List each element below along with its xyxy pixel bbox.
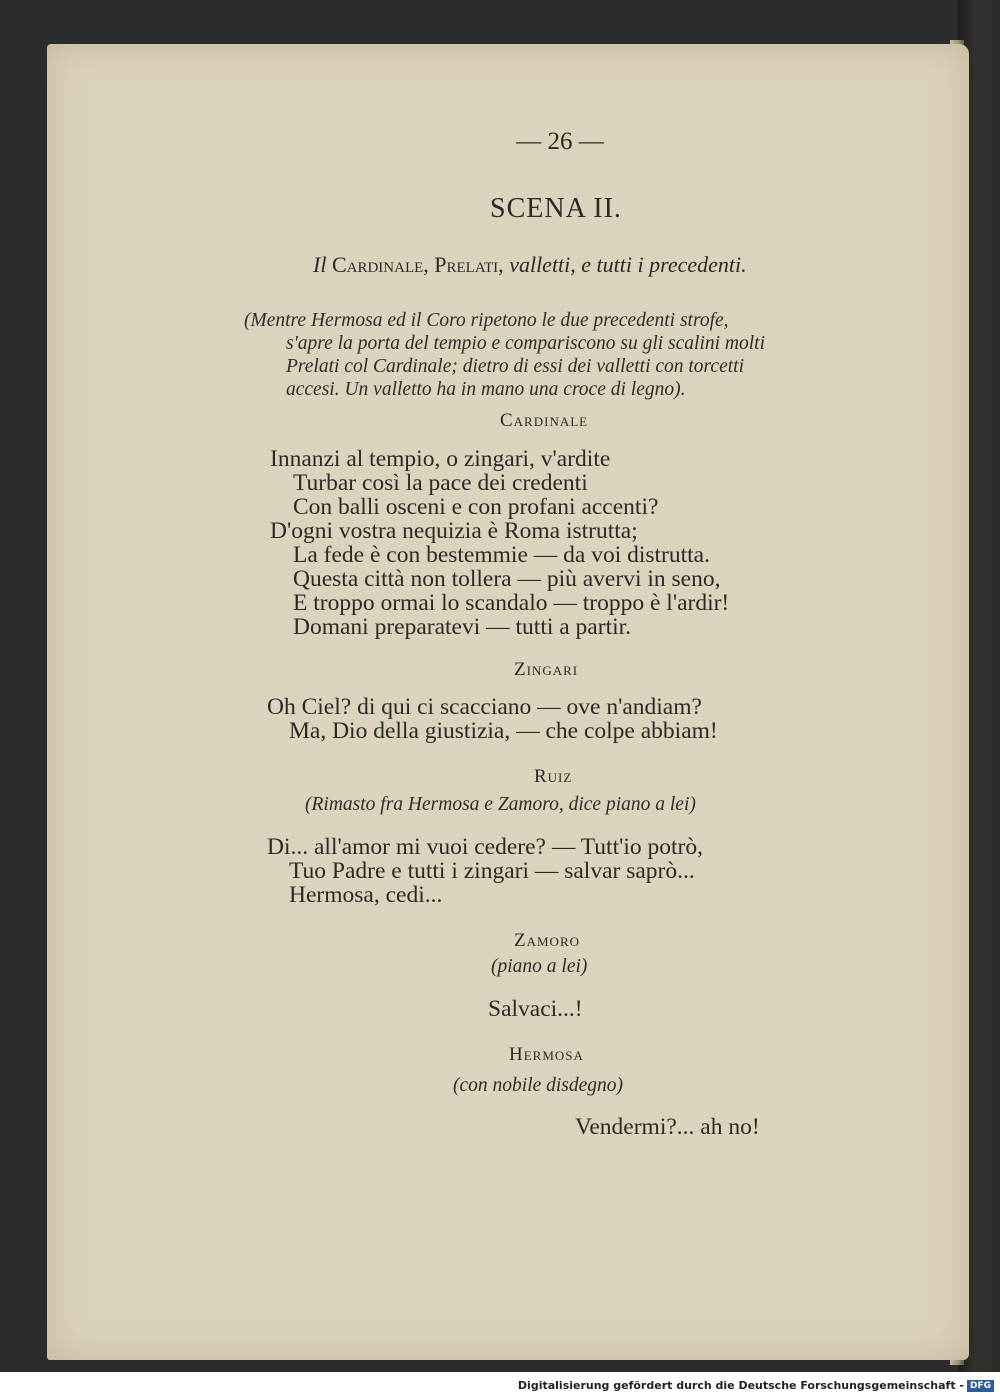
verse-line: Oh Ciel? di qui ci scacciano — ove n'andiam? (267, 694, 702, 720)
zamoro-direction: (piano a lei) (491, 956, 588, 977)
verse-line: Di... all'amor mi vuoi cedere? — Tutt'io potrò, (267, 834, 703, 860)
verse-line: Ma, Dio della giustizia, — che colpe abbiam! (289, 718, 718, 744)
speaker-ruiz: Ruiz (534, 766, 573, 787)
dfg-logo: DFG (967, 1380, 994, 1392)
verse-line: Con balli osceni e con profani accenti? (293, 494, 659, 520)
stage-direction-line: Prelati col Cardinale; dietro di essi dei valletti con torcetti (286, 356, 744, 377)
verse-line: E troppo ormai lo scandalo — troppo è l'ardir! (293, 590, 730, 616)
scene-title: SCENA II. (490, 193, 622, 224)
stage-direction-line: (Mentre Hermosa ed il Coro ripetono le due precedenti strofe, (244, 310, 729, 331)
footer-credit (518, 1379, 994, 1392)
cast-line-prefix: Il (313, 252, 332, 277)
cast-line-suffix: valletti, e tutti i precedenti. (503, 252, 747, 277)
stage-direction-line: accesi. Un valletto ha in mano una croce di legno). (286, 379, 686, 400)
speaker-hermosa: Hermosa (509, 1044, 584, 1065)
verse-line: Hermosa, cedi... (289, 882, 443, 908)
speaker-cardinale: Cardinale (500, 410, 589, 431)
verse-line: D'ogni vostra nequizia è Roma istrutta; (270, 518, 638, 544)
verse-line: Vendermi?... ah no! (575, 1114, 760, 1140)
verse-line: Salvaci...! (488, 996, 583, 1022)
speaker-zingari: Zingari (514, 659, 579, 680)
verse-line: La fede è con bestemmie — da voi distrutta. (293, 542, 710, 568)
verse-line: Tuo Padre e tutti i zingari — salvar saprò... (289, 858, 695, 884)
verse-line: Turbar così la pace dei credenti (293, 470, 588, 496)
cast-line (313, 252, 747, 278)
verse-line: Domani preparatevi — tutti a partir. (293, 614, 632, 640)
page-number: — 26 — (516, 128, 604, 155)
hermosa-direction: (con nobile disdegno) (453, 1075, 624, 1096)
ruiz-direction: (Rimasto fra Hermosa e Zamoro, dice piano a lei) (305, 794, 696, 815)
footer-text: Digitalisierung gefördert durch die Deutsche Forschungsgemeinschaft - (517, 1379, 964, 1392)
stage-direction-line: s'apre la porta del tempio e compariscono su gli scalini molti (286, 333, 765, 354)
verse-line: Questa città non tollera — più avervi in seno, (293, 566, 721, 592)
cast-line-names: Cardinale, Prelati, (331, 252, 504, 277)
verse-line: Innanzi al tempio, o zingari, v'ardite (270, 446, 611, 472)
speaker-zamoro: Zamoro (514, 930, 581, 951)
